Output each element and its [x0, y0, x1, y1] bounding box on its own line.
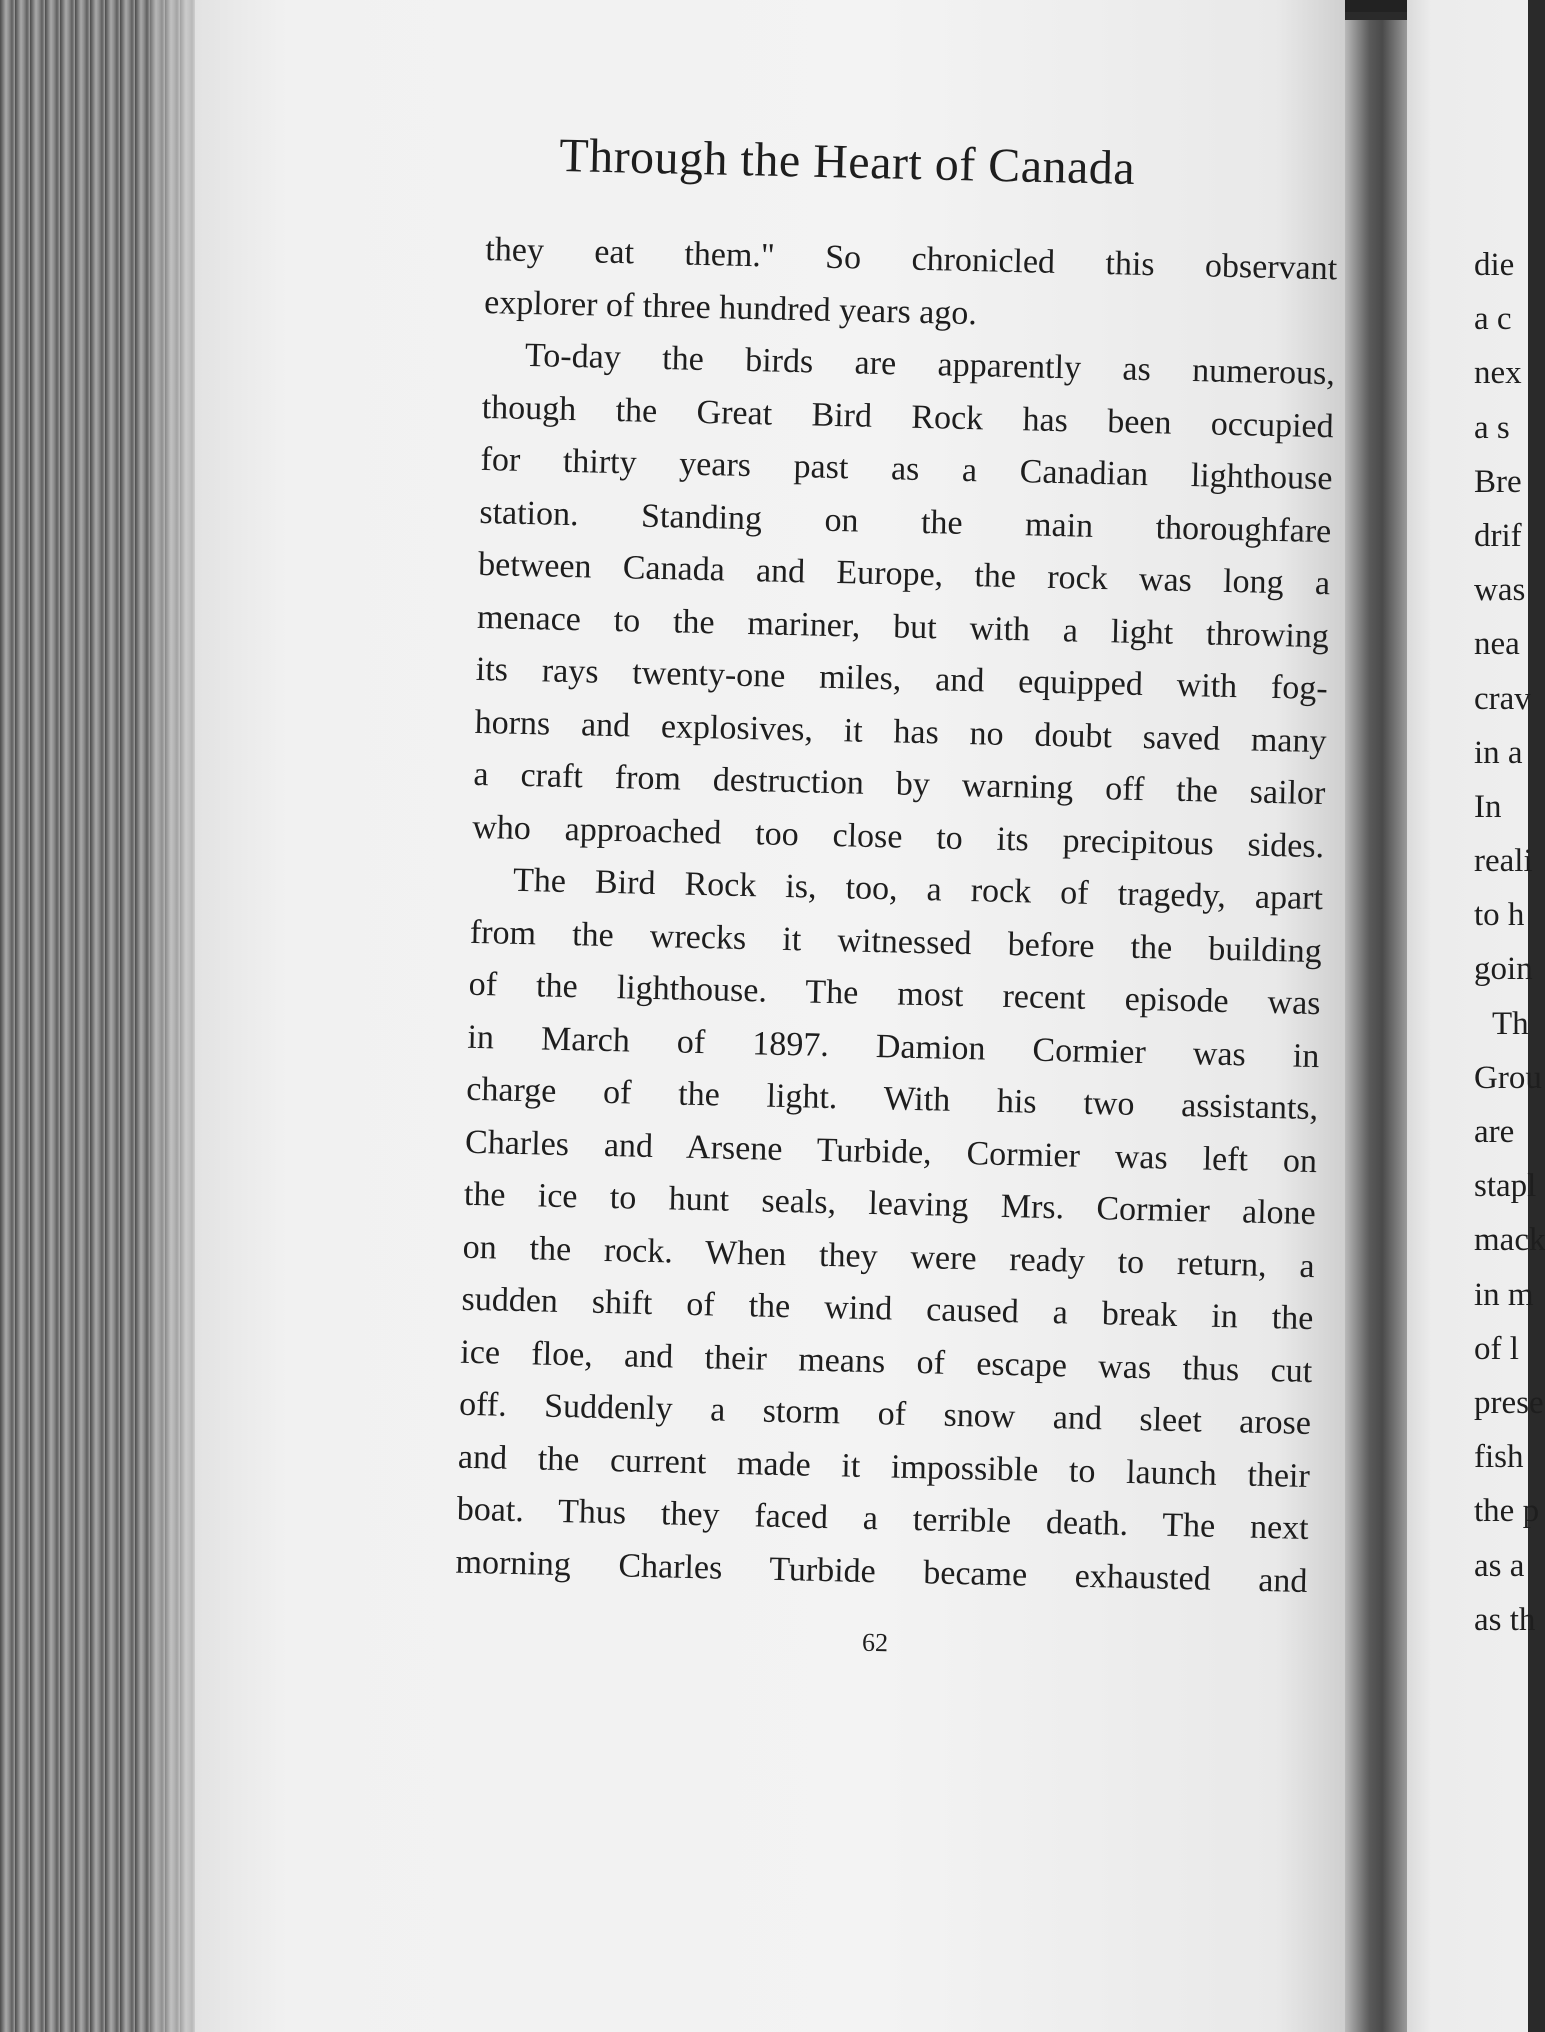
right-line: crav	[1474, 680, 1531, 717]
right-line: drif	[1474, 517, 1522, 554]
text-line: and the current made it impossible to launch their	[457, 1438, 1311, 1495]
page-edge-shadow	[150, 0, 220, 2032]
right-line: a c	[1474, 301, 1512, 338]
text-line: who approached too close to its precipitous sides.	[471, 808, 1325, 865]
right-line: prese	[1474, 1384, 1544, 1421]
right-line: as th	[1474, 1601, 1536, 1638]
book-gutter	[1345, 20, 1407, 2032]
text-line: charge of the light. With his two assistants,	[465, 1070, 1319, 1128]
page-number: 62	[861, 1627, 889, 1658]
right-line: was	[1474, 572, 1526, 609]
text-line: Charles and Arsene Turbide, Cormier was left on	[464, 1123, 1318, 1180]
right-line: fish	[1474, 1439, 1524, 1476]
running-head: Through the Heart of Canada	[558, 128, 1136, 196]
right-page-text	[1474, 238, 1545, 1647]
right-line: die	[1474, 247, 1515, 283]
right-line: a s	[1474, 409, 1510, 446]
body-text	[455, 224, 1338, 1608]
right-line: as a	[1474, 1547, 1525, 1584]
text-line: they eat them." So chronicled this observant	[485, 230, 1338, 288]
text-line: menace to the mariner, but with a light throwing	[476, 598, 1330, 655]
text-line: boat. Thus they faced a terrible death. The next	[456, 1490, 1310, 1547]
text-line: on the rock. When they were ready to return, a	[462, 1228, 1315, 1285]
right-line: Th	[1492, 1005, 1529, 1042]
text-line: sudden shift of the wind caused a break in the	[461, 1280, 1314, 1338]
text-line: horns and explosives, it has no doubt saved many	[474, 703, 1327, 760]
text-line: between Canada and Europe, the rock was long a	[477, 545, 1331, 603]
right-line: nea	[1474, 626, 1520, 663]
text-line: in March of 1897. Damion Cormier was in	[467, 1018, 1320, 1075]
text-line: explorer of three hundred years ago.	[483, 283, 978, 332]
text-line: the ice to hunt seals, leaving Mrs. Cormier alone	[463, 1175, 1317, 1233]
right-line: to h	[1474, 897, 1525, 934]
right-line: are	[1474, 1114, 1515, 1150]
text-line: ice floe, and their means of escape was thus cut	[459, 1333, 1313, 1390]
right-line: Grou	[1474, 1059, 1542, 1096]
text-line: for thirty years past as a Canadian lighthouse	[480, 440, 1333, 498]
text-line: though the Great Bird Rock has been occupied	[481, 388, 1335, 445]
text-line: The Bird Rock is, too, a rock of tragedy, apart	[512, 861, 1324, 918]
right-line: mack	[1474, 1222, 1545, 1259]
right-line: nex	[1474, 355, 1522, 392]
right-line: of l	[1474, 1330, 1519, 1367]
text-line: morning Charles Turbide became exhausted and	[455, 1543, 1308, 1600]
text-line: off. Suddenly a storm of snow and sleet arose	[458, 1385, 1312, 1443]
right-line: Bre	[1474, 463, 1522, 500]
text-line: To-day the birds are apparently as numerous,	[524, 336, 1336, 393]
right-line: in a	[1474, 734, 1523, 771]
right-line: goin	[1474, 951, 1533, 988]
right-line: stapl	[1474, 1168, 1537, 1205]
text-line: its rays twenty-one miles, and equipped with fog-	[475, 650, 1329, 708]
text-line: station. Standing on the main thoroughfare	[479, 493, 1332, 550]
right-line: In	[1474, 788, 1502, 825]
right-line: in m	[1474, 1276, 1534, 1313]
text-line: a craft from destruction by warning off the sailor	[473, 755, 1326, 813]
right-line: reali	[1474, 843, 1533, 880]
text-line: of the lighthouse. The most recent episode was	[468, 965, 1321, 1023]
right-line: the p	[1474, 1493, 1540, 1530]
text-line: from the wrecks it witnessed before the building	[469, 913, 1323, 970]
